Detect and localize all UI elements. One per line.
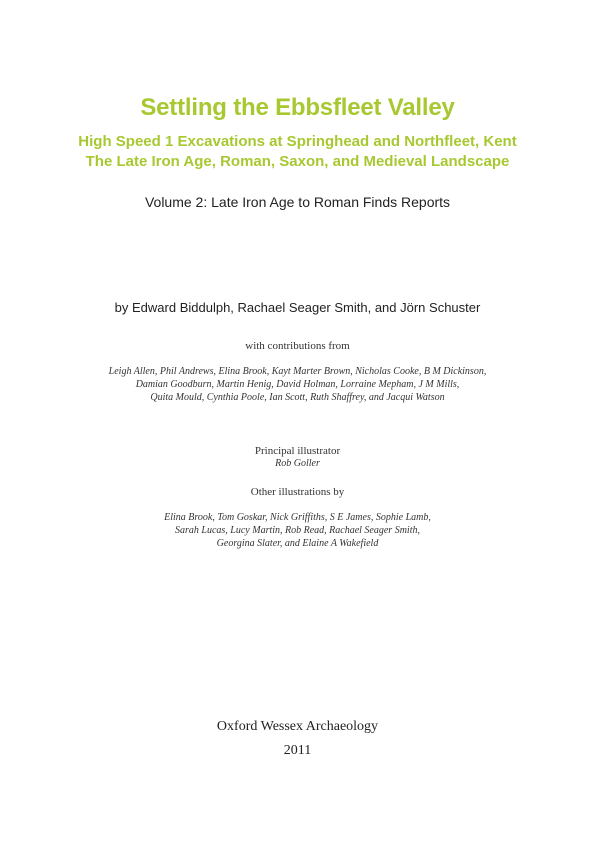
subtitle-line-2: The Late Iron Age, Roman, Saxon, and Medieval Landscape xyxy=(85,153,510,170)
contributors-line: Leigh Allen, Phil Andrews, Elina Brook, Kayt Marter Brown, Nicholas Cooke, B M Dickinson, xyxy=(108,366,487,377)
volume-title: Volume 2: Late Iron Age to Roman Finds Reports xyxy=(144,194,451,210)
contributors-list xyxy=(0,365,595,404)
other-illustrators-list xyxy=(0,511,595,550)
subtitle-line-1: High Speed 1 Excavations at Springhead and Northfleet, Kent xyxy=(78,133,517,150)
publication-year: 2011 xyxy=(283,743,312,758)
contributions-label: with contributions from xyxy=(245,340,350,352)
authors-line: by Edward Biddulph, Rachael Seager Smith, and Jörn Schuster xyxy=(114,300,481,315)
contributors-line: Damian Goodburn, Martin Henig, David Holman, Lorraine Mepham, J M Mills, xyxy=(135,379,460,390)
contributors-line: Quita Mould, Cynthia Poole, Ian Scott, Ruth Shaffrey, and Jacqui Watson xyxy=(150,392,445,403)
principal-illustrator-name: Rob Goller xyxy=(275,458,320,469)
publisher-name: Oxford Wessex Archaeology xyxy=(216,719,379,734)
book-title: Settling the Ebbsfleet Valley xyxy=(140,94,455,121)
principal-illustrator-label: Principal illustrator xyxy=(254,445,341,457)
illustrators-line: Elina Brook, Tom Goskar, Nick Griffiths, S E James, Sophie Lamb, xyxy=(164,512,431,523)
other-illustrations-label: Other illustrations by xyxy=(250,486,345,498)
illustrators-line: Georgina Slater, and Elaine A Wakefield xyxy=(216,538,379,549)
illustrators-line: Sarah Lucas, Lucy Martin, Rob Read, Rachael Seager Smith, xyxy=(175,525,420,536)
